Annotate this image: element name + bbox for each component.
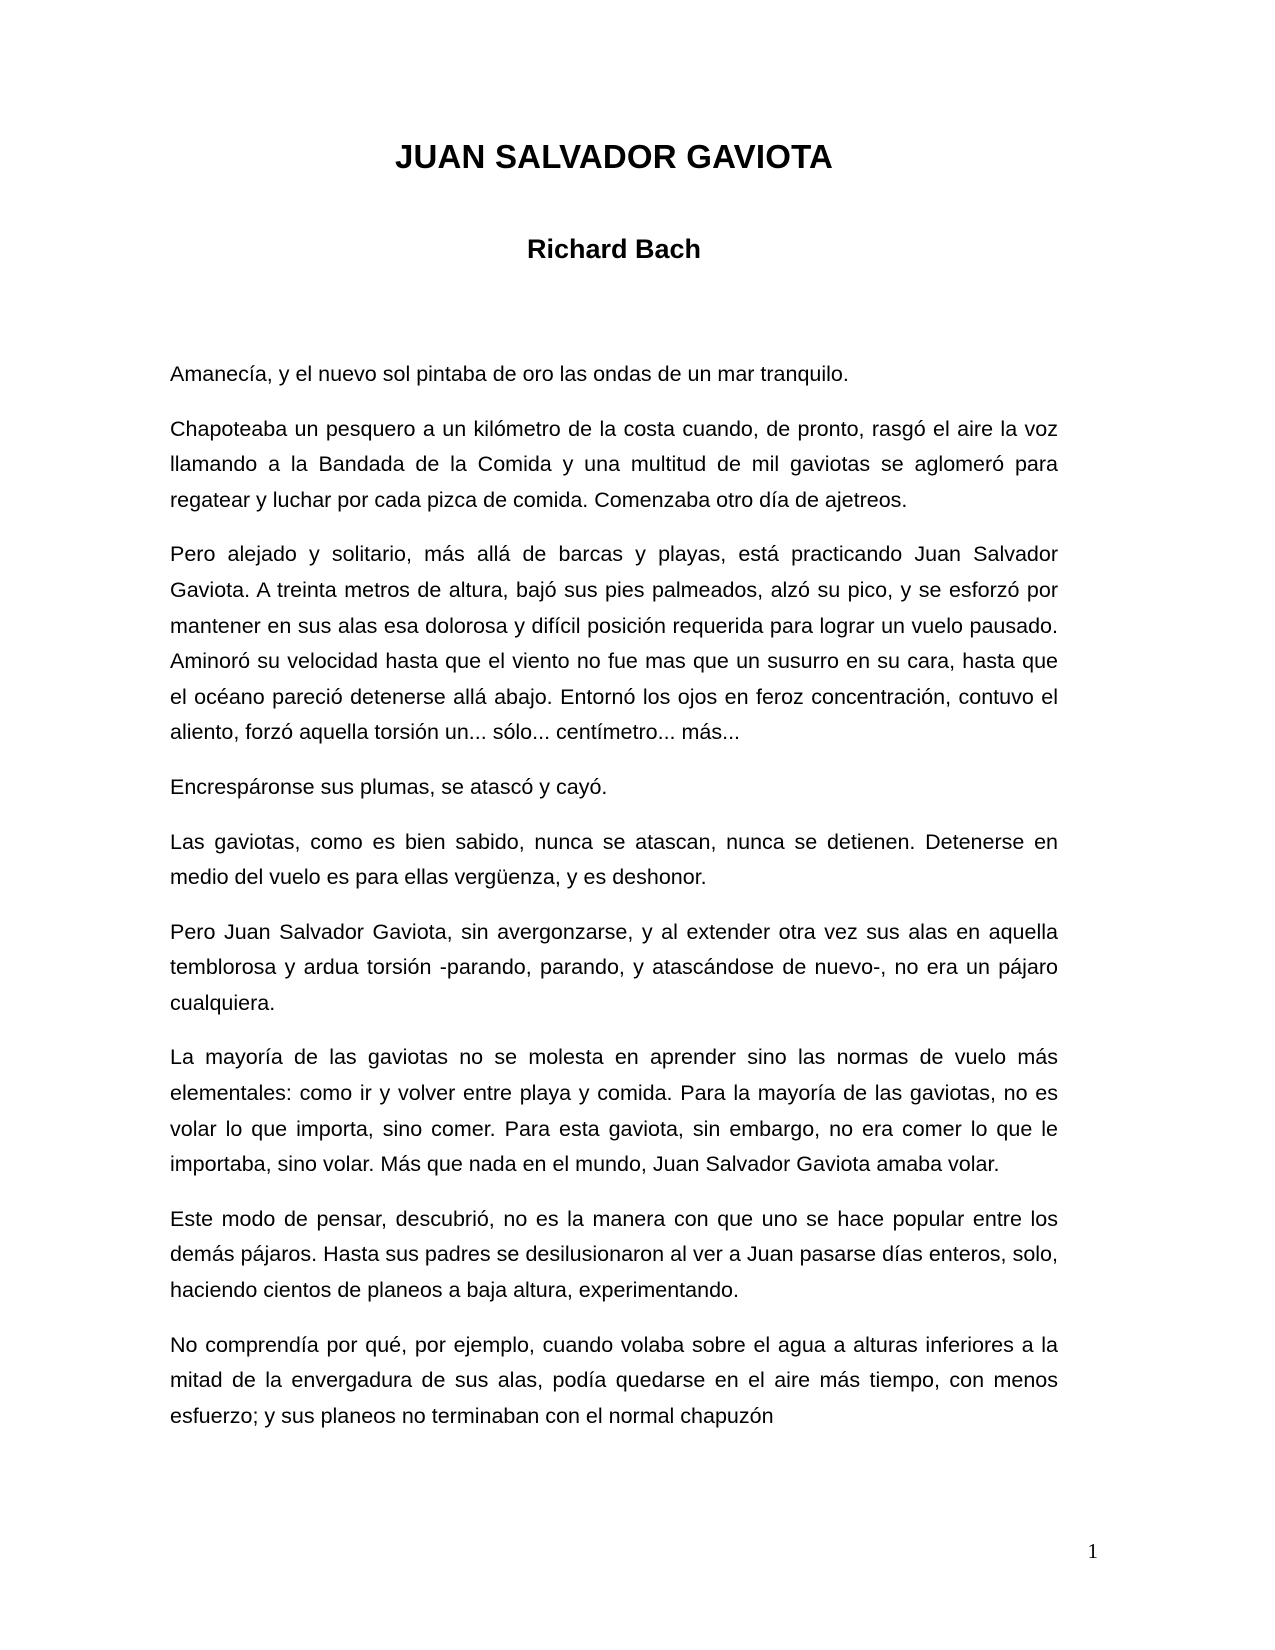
paragraph: Amanecía, y el nuevo sol pintaba de oro las ondas de un mar tranquilo. xyxy=(170,361,849,386)
paragraph: Chapoteaba un pesquero a un kilómetro de la costa cuando, de pronto, rasgó el aire la voz llamando a la Bandada de la Comida y una multitud de mil gaviotas se aglomeró para regatear y luchar por cada pizca de comida. Comenzaba otro día de ajetreos. xyxy=(170,416,1058,512)
paragraph: Encrespáronse sus plumas, se atascó y cayó. xyxy=(170,774,608,799)
page-content xyxy=(170,0,1058,1434)
paragraph: Este modo de pensar, descubrió, no es la manera con que uno se hace popular entre los demás pájaros. Hasta sus padres se desilusionaron al ver a Juan pasarse días enteros, solo, haciendo cientos de planeos a baja altura, experimentando. xyxy=(170,1206,1058,1303)
page-title: JUAN SALVADOR GAVIOTA xyxy=(394,138,834,175)
paragraph: Pero Juan Salvador Gaviota, sin avergonzarse, y al extender otra vez sus alas en aquella temblorosa y ardua torsión -parando, parando, y atascándose de nuevo-, no era un pájaro cualquiera. xyxy=(170,919,1058,1015)
body-text xyxy=(170,265,1058,1434)
paragraph: Pero alejado y solitario, más allá de barcas y playas, está practicando Juan Salvador Gaviota. A treinta metros de altura, bajó sus pies palmeados, alzó su pico, y se esforzó por mantener en sus alas esa dolorosa y difícil posición requerida para lograr un vuelo pausado. Aminoró su velocidad hasta que el viento no fue mas que un susurro en su cara, hasta que el océano pareció detenerse allá abajo. Entornó los ojos en feroz concentración, contuvo el aliento, forzó aquella torsión un... sólo... centímetro... más... xyxy=(170,542,1058,745)
author-name: Richard Bach xyxy=(526,233,702,264)
page-number: 1 xyxy=(1087,1539,1098,1563)
paragraph: No comprendía por qué, por ejemplo, cuando volaba sobre el agua a alturas inferiores a la mitad de la envergadura de sus alas, podía quedarse en el aire más tiempo, con menos esfuerzo; y sus planeos no terminaban con el normal chapuzón xyxy=(170,1332,1058,1428)
paragraph: Las gaviotas, como es bien sabido, nunca se atascan, nunca se detienen. Detenerse en medio del vuelo es para ellas vergüenza, y es deshonor. xyxy=(170,829,1058,890)
paragraph: La mayoría de las gaviotas no se molesta en aprender sino las normas de vuelo más elementales: como ir y volver entre playa y comida. Para la mayoría de las gaviotas, no es volar lo que importa, sino comer. Para esta gaviota, sin embargo, no era comer lo que le importaba, sino volar. Más que nada en el mundo, Juan Salvador Gaviota amaba volar. xyxy=(170,1045,1058,1177)
